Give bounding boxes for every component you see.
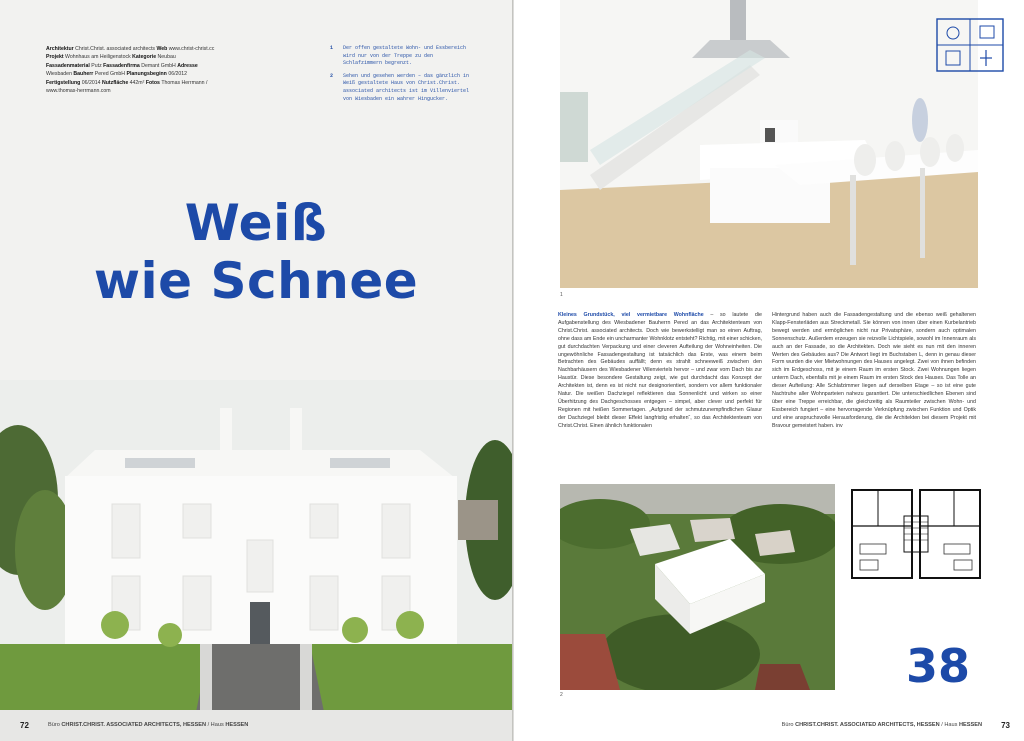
article-text: Hintergrund haben auch die Fassadengestaltung und die ebenso weiß gehaltenen Klapp-Fensterläden aus Streckmetall. Sie können von innen über einen Kurbelantrieb bewegt werden und ermöglichen nicht nur Privatsphäre, sondern auch optimalen Sonnenschutz. Außerdem erzeugen sie reizvolle Lichtspiele, sowohl im Innenraum als auch an der Fassade, so die Architekten. Doch wie sieht es nun mit den inneren Werten des Gebäudes aus? Die Antwort liegt im Buchstaben L, denn in genau dieser Form wurden die vier Mietwohnungen des Hauses angelegt. Zwei von ihnen befinden sich im Erdgeschoss, mit je einem Raum im ersten Stock. Zwei Wohnungen liegen unterm Dach, ebenfalls mit je einem Raum im ersten Stock des Hauses. Das Tolle an dieser Aufteilung: Alle Schlafzimmer liegen auf derselben Etage – so ist eine gute Nachtruhe aller Wohnparteien nahezu garantiert. Die unterschiedlichen Ebenen sind über eine Treppe erreichbar, die gleichzeitig als Raumteiler zwischen Wohn- und Essbereich fungiert – eine hervorragende Verknüpfung zwischen Funktion und Optik und eine anspruchsvolle Herausforderung, die die Architekten bei diesem Projekt mit Bravour gemeistert haben. inv — [772, 312, 976, 429]
right-page — [514, 0, 1024, 741]
article-text: – so lautete die Aufgabenstellung des Wiesbadener Bauherrn Pered an das Architektenteam von Christ.Christ. associated architects. Doch wie bewerkstelligt man so einen Auftrag, ohne dass am Ende ein uncharmanter Wohnklotz entsteht? Richtig, mit einer schicken, gut durchdachten Verpackung und einer cleveren Aufteilung der Wohneinheiten. Die ungewöhnliche Fassadengestaltung ist tatsächlich das Erste, was einem beim Betrachten des Gebäudes auffällt; denn es strahlt schneeweiß zwischen den Nachbarhäusern des Wiesbadener Villenviertels hervor – und zwar vom Dach bis zur Haustür. Diese besondere Gestaltung zeigt, wie gut durchdacht das Konzept der Architekten ist, denn es ist nicht nur designorientiert, sondern vor allem funktionaler Natur. Die weißen Dachziegel reflektieren das Sonnenlicht und wirken so einer Überhitzung des Dachgeschosses entgegen – simpel, aber clever und perfekt für Regionen mit heißen Sommertagen. „Aufgrund der schmutzunempfindlichen Glasur der Dachziegel bleibt dieser Effekt langfristig erhalten“, so das Architektenteam von Christ.Christ. Einen ähnlich funktionalen — [558, 312, 762, 429]
photo-captions — [330, 45, 470, 108]
caption-item: 1 Der offen gestaltete Wohn- und Essbereich wird nur von der Treppe zu den Schlafzimmern begrenzt. — [330, 45, 467, 67]
figure-number-1: 1 — [560, 292, 563, 298]
article-lead: Kleines Grundstück, viel vermietbare Wohnfläche — [558, 312, 704, 318]
floor-plan — [848, 486, 984, 582]
credit-label: Architektur — [46, 46, 74, 52]
headline-line-1: Weiß — [184, 194, 328, 252]
page-number-left: 72 — [20, 721, 29, 730]
running-footer-right: Büro CHRIST.CHRIST. ASSOCIATED ARCHITECTS, HESSEN / Haus HESSEN — [781, 722, 982, 728]
house-illustration — [0, 380, 512, 741]
article-column-2 — [772, 312, 976, 431]
magazine-logo — [936, 18, 1004, 72]
page-number-right: 73 — [1001, 721, 1010, 730]
article-column-1 — [558, 312, 762, 431]
issue-number: 38 — [906, 639, 971, 693]
caption-item: 2 Sehen und gesehen werden – das gänzlich in Weiß gestaltete Haus von Christ.Christ. associated architects ist im Villenviertel von Wiesbaden ein wahrer Hingucker. — [330, 72, 470, 102]
running-footer-left: Büro CHRIST.CHRIST. ASSOCIATED ARCHITECTS, HESSEN / Haus HESSEN — [48, 722, 249, 728]
aerial-photo — [560, 484, 835, 690]
project-credits: Architektur Christ.Christ. associated architects Web www.christ-christ.cc Projekt Wohnhaus am Heiligenstock Kategorie Neubau Fassadenmaterial Putz Fassadenfirma Demant GmbH Adresse Wiesbaden Bauherr Pered GmbH Planungsbeginn 06/2012 Fertigstellung 06/2014 Nutzfläche 442m² Fotos Thomas Herrmann / www.thomas-herrmann.com — [46, 46, 215, 95]
figure-number-2: 2 — [560, 692, 563, 698]
headline-line-2: wie Schnee — [93, 252, 419, 310]
article-headline — [0, 194, 512, 310]
interior-photo — [560, 0, 978, 288]
